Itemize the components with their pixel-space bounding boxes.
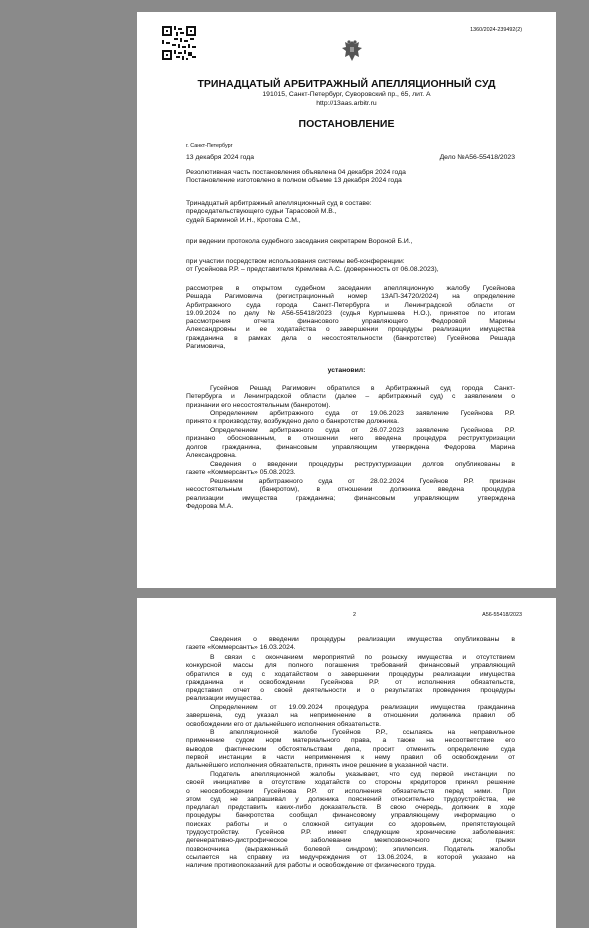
body-line: первой инстанции в части неприменения к нему правил об освобождении от bbox=[186, 753, 515, 761]
page-number: 2 bbox=[353, 612, 356, 618]
body-line: Определением арбитражного суда от 19.06.2023 заявление Гусейнова Р.Р. bbox=[210, 410, 515, 417]
body-line: газете «Коммерсантъ» 05.08.2023. bbox=[186, 469, 296, 477]
body-line: дегенеративно-дистрофическое заболевание межпозвоночного диска; грыжи bbox=[186, 837, 515, 845]
body-paragraph bbox=[186, 385, 515, 410]
body-line: конкурсной массы для полного погашения требований финансовый управляющий bbox=[186, 662, 515, 670]
court-website: http://13aas.arbitr.ru bbox=[316, 100, 377, 107]
body-line: своей инициативе в отсутствие ходатайств со стороны кредиторов принял решение bbox=[186, 779, 515, 787]
considered-paragraph bbox=[186, 285, 515, 351]
considered-line: 19.09.2024 по делу №А56-55418/2023 (судья Курлышева Н.О.), принятое по итогам bbox=[186, 309, 515, 317]
body-line: выводов фактическим обстоятельствам дела, просит отменить определение суда bbox=[186, 745, 515, 753]
court-address: 191015, Санкт-Петербург, Суворовский пр., 65, лит. А bbox=[262, 91, 431, 98]
considered-line: гражданина в рамках дела о несостоятельности (банкротстве) Гусейнова Решада bbox=[186, 334, 515, 342]
secretary-line: при ведении протокола судебного заседания секретарем Вороной Б.И., bbox=[186, 238, 413, 245]
city: г. Санкт-Петербург bbox=[186, 143, 233, 149]
body-paragraph bbox=[186, 654, 515, 704]
body-paragraph bbox=[186, 636, 515, 653]
body-line: долгов гражданина, финансовым управляющим утверждена Федорова Марина bbox=[186, 443, 515, 451]
resolution-dates bbox=[186, 169, 406, 186]
body-line: газете «Коммерсантъ» 16.03.2024. bbox=[186, 644, 296, 652]
body-line: предлагал представить каких-либо доказательств. В свою очередь, должник в ходе bbox=[186, 804, 515, 812]
considered-line: Решада Рагимовича (регистрационный номер 13АП-34720/2024) на определение bbox=[186, 293, 515, 301]
body-line: Петербурга и Ленинградской области (далее – арбитражный суд) с заявлением о bbox=[186, 393, 515, 401]
resolution-line: Постановление изготовлено в полном объеме 13 декабря 2024 года bbox=[186, 177, 402, 185]
body-paragraph bbox=[186, 729, 515, 770]
body-line: дальнейшего исполнения обязательств, принять иное решение в указанной части. bbox=[186, 762, 449, 770]
considered-line: Арбитражного суда города Санкт-Петербурга и Ленинградской области от bbox=[186, 301, 515, 309]
body-line: признано обоснованным, в отношении него введена процедура реструктуризации bbox=[186, 435, 515, 443]
body-line: применение судом норм материального права, а также на несоответствие его bbox=[186, 737, 515, 745]
body-line: Решением арбитражного суда от 28.02.2024 Гусейнов Р.Р. признан bbox=[210, 478, 515, 485]
resolution-line: Резолютивная часть постановления объявлена 04 декабря 2024 года bbox=[186, 169, 406, 176]
body-paragraph bbox=[186, 771, 515, 871]
body-line: трудоустройству. Гусейнов Р.Р. имеет следующие хронические заболевания: bbox=[186, 829, 515, 837]
body-line: завершена, суд указал на неприменение в отношении должника правил об bbox=[186, 712, 515, 720]
considered-line: рассмотрев в открытом судебном заседании апелляционную жалобу Гусейнова bbox=[186, 285, 515, 292]
panel-line: председательствующего судьи Тарасовой М.В., bbox=[186, 208, 337, 216]
panel-line: Тринадцатый арбитражный апелляционный суд в составе: bbox=[186, 200, 372, 207]
body-line: наличие противопоказаний для работы и освобождение от физического труда. bbox=[186, 862, 436, 870]
body-paragraph bbox=[186, 461, 515, 478]
document-page-1 bbox=[137, 12, 556, 588]
body-line: признании его несостоятельным (банкротом). bbox=[186, 401, 331, 409]
case-number: Дело №А56-55418/2023 bbox=[439, 154, 515, 161]
body-line: В апелляционной жалобе Гусейнов Р.Р., ссылаясь на неправильное bbox=[210, 729, 515, 736]
body-line: обратился в суд с ходатайством о завершении процедуры реализации имущества bbox=[186, 670, 515, 678]
case-reference: А56-55418/2023 bbox=[482, 612, 522, 618]
body-line: Определением от 19.09.2024 процедура реализации имущества гражданина bbox=[210, 704, 515, 711]
court-name: ТРИНАДЦАТЫЙ АРБИТРАЖНЫЙ АПЕЛЛЯЦИОННЫЙ СУД bbox=[197, 78, 496, 90]
document-title: ПОСТАНОВЛЕНИЕ bbox=[298, 118, 395, 130]
body-line: Сведения о введении процедуры реструктуризации долгов опубликованы в bbox=[210, 461, 515, 468]
body-line: несостоятельным (банкротом), в отношении должника введена процедура bbox=[186, 486, 515, 494]
body-line: реализации имущества. bbox=[186, 695, 263, 703]
body-line: ссылается на справку из медучреждения от 13.06.2024, в которой указано на bbox=[186, 853, 515, 861]
body-line: Податель апелляционной жалобы указывает, что суд первой инстанции по bbox=[210, 771, 515, 778]
body-line: позвоночника (выраженный болевой синдром); эпилепсия. Податель жалобы bbox=[186, 845, 515, 853]
qr-code-icon bbox=[162, 26, 196, 60]
case-reference: 1360/2024-239492(2) bbox=[470, 27, 522, 33]
body-line: Сведения о введении процедуры реализации имущества опубликованы в bbox=[210, 636, 515, 643]
body-line: представил отчет о своей деятельности и о результатах проведения процедуры bbox=[186, 687, 515, 695]
participant-line: от Гусейнова Р.Р. – представителя Кремлева А.С. (доверенность от 06.08.2023), bbox=[186, 266, 439, 274]
body-line: освобождении его от дальнейшего исполнения обязательств. bbox=[186, 720, 382, 728]
participant-line: при участии посредством использования системы веб-конференции: bbox=[186, 258, 405, 265]
panel-composition bbox=[186, 200, 372, 225]
body-line: Определением арбитражного суда от 26.07.2023 заявление Гусейнова Р.Р. bbox=[210, 427, 515, 434]
considered-line: Рагимовича, bbox=[186, 343, 226, 351]
body-line: Федорова М.А. bbox=[186, 502, 234, 510]
body-paragraph bbox=[186, 478, 515, 511]
body-paragraph bbox=[186, 704, 515, 729]
body-line: о неосвобождении Гусейнова Р.Р. от исполнения обязательств перед ними. При bbox=[186, 787, 515, 795]
considered-line: рассмотрения отчета финансового управляющего Федоровой Марины bbox=[186, 318, 515, 326]
body-line: процедуры банкротства сообщал финансовому управляющему информацию о bbox=[186, 812, 515, 820]
document-page-2 bbox=[137, 598, 556, 928]
body-line: этом суд не запрашивал у должника пояснений относительно трудоустройства, не bbox=[186, 795, 515, 803]
body-line: реализации имущества гражданина; финансовым управляющим утверждена bbox=[186, 494, 515, 502]
body-line: принято к производству, возбуждено дело о банкротстве должника. bbox=[186, 418, 399, 426]
body-line: гражданина и освобождении Гусейнова Р.Р. от исполнения обязательств, bbox=[186, 678, 515, 686]
body-paragraph bbox=[186, 410, 515, 427]
participants bbox=[186, 258, 439, 275]
considered-line: Александровны и ее ходатайства о завершении процедуры реализации имущества bbox=[186, 326, 515, 334]
body-paragraph bbox=[186, 427, 515, 460]
body-line: В связи с окончанием мероприятий по розыску имущества и отсутствием bbox=[210, 654, 515, 661]
body-line: Гусейнов Решад Рагимович обратился в Арбитражный суд города Санкт- bbox=[210, 385, 515, 392]
panel-line: судей Барминой И.Н., Кротова С.М., bbox=[186, 216, 301, 224]
body-line: поисках работы и о сложной ситуации со здоровьем, препятствующей bbox=[186, 820, 515, 828]
established-heading: установил: bbox=[327, 367, 366, 374]
body-line: Александровна. bbox=[186, 451, 237, 459]
decision-date: 13 декабря 2024 года bbox=[186, 154, 254, 161]
coat-of-arms-icon bbox=[340, 38, 364, 64]
